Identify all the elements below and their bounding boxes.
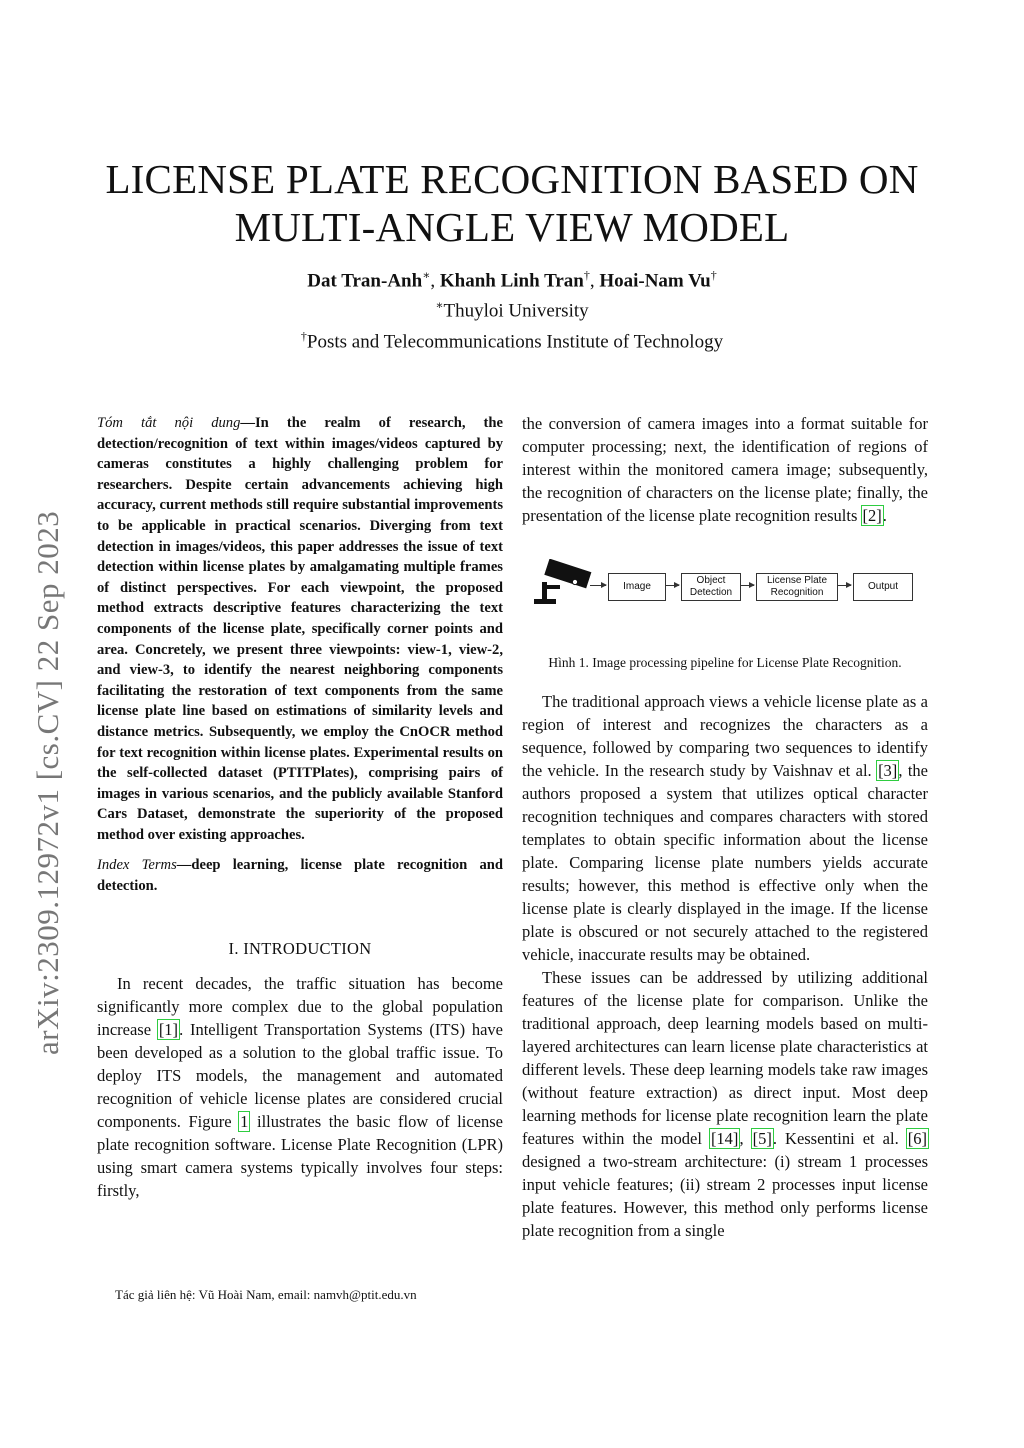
intro-paragraph: In recent decades, the traffic situation has become significantly more complex due to the global population increase [1]. Intelligent Transportation Systems (ITS) have been developed as a solution to the global traffic issue. To deploy ITS models, the management and automated recognition of vehicle license plates are considered crucial components. Figure 1 illustrates the basic flow of license plate recognition software. License Plate Recognition (LPR) using smart camera systems typically involves four steps: firstly, — [97, 973, 503, 1200]
camera-icon — [532, 559, 594, 611]
index-terms-label: Index Terms — [97, 857, 177, 874]
arrow — [740, 585, 754, 586]
author-1-mark: ∗ — [422, 268, 431, 282]
right-paragraph-2: The traditional approach views a vehicle license plate as a region of interest and recognizes the characters as a sequence, followed by comparing two sequences to identify the vehicle. In the research study by Vaishnav et al. [3], the authors proposed a system that utilizes optical character recognition techniques and compares characters with stored templates to obtain specific information about the license plate. Comparing license plate numbers yields accurate results; however, this method is effective only when the license plate is clearly displayed in the image. If the license plate is obscured or not securely attached to the registered vehicle, inaccurate results may be obtained. — [522, 692, 928, 964]
abstract-text: —In the realm of research, the detection/recognition of text within images/videos captured by cameras constitutes a highly challenging problem for researchers. Despite certain advancements achieving high accuracy, current methods still require substantial improvements to be applicable in practical scenarios. Diverging from text detection in images/videos, this paper addresses the issue of text detection within license plates by amalgamating multiple frames of distinct perspectives. For each viewpoint, the proposed method extracts descriptive features characterizing the text components of the license plate, specifically corner points and area. Concretely, we present three viewpoints: view-1, view-2, and view-3, to identify the nearest neighboring components facilitating the restoration of text components from the same license plate line based on estimations of similarity levels and distance metrics. Subsequently, we employ the CnOCR method for text recognition within license plates. Experimental results on the self-collected dataset (PTITPlates), comprising pairs of images in various scenarios, and the publicly available Stanford Cars Dataset, demonstrate the superiority of the proposed method over existing approaches. — [97, 415, 504, 843]
citation-link[interactable]: [6] — [907, 1129, 927, 1148]
citation-link[interactable]: [14] — [710, 1129, 739, 1148]
index-terms: Index Terms—deep learning, license plate recognition and detection. — [97, 857, 503, 895]
arrow — [665, 585, 679, 586]
author-2: Khanh Linh Tran — [439, 270, 584, 292]
section-heading-introduction: I. INTRODUCTION — [228, 938, 372, 958]
author-1: Dat Tran-Anh — [307, 270, 423, 292]
title-line-1: LICENSE PLATE RECOGNITION BASED ON — [105, 156, 919, 202]
left-column — [97, 413, 503, 1202]
right-paragraph-1: the conversion of camera images into a format suitable for computer processing; next, the identification of regions of interest within the monitored camera image; subsequently, the recognition of characters on the license plate; finally, the presentation of the license plate recognition results [2]. — [522, 414, 928, 525]
affiliation-1: ∗Thuyloi University — [435, 298, 589, 322]
citation-link[interactable]: [1] — [158, 1019, 179, 1039]
author-2-mark: † — [583, 268, 590, 282]
title-line-2: MULTI-ANGLE VIEW MODEL — [234, 204, 790, 250]
citation-link[interactable]: [2] — [862, 506, 882, 525]
figure-1 — [522, 551, 928, 643]
affiliation-2-mark: † — [300, 328, 307, 343]
abstract — [97, 413, 503, 845]
citation-link[interactable]: [3] — [878, 761, 898, 780]
figure-caption: Hình 1. Image processing pipeline for License Plate Recognition. — [548, 655, 902, 670]
figure-link[interactable]: 1 — [240, 1111, 249, 1131]
paper-title — [0, 155, 1024, 251]
author-block — [0, 263, 1024, 354]
abstract-label: Tóm tắt nội dung — [97, 415, 241, 431]
arxiv-stamp[interactable]: arXiv:2309.12972v1 [cs.CV] 22 Sep 2023 — [30, 510, 65, 1055]
pipeline-box-license-plate-recognition: License Plate Recognition — [756, 573, 838, 601]
author-3-mark: † — [710, 268, 717, 282]
author-3: Hoai-Nam Vu — [599, 270, 711, 292]
author-names: Dat Tran-Anh∗, Khanh Linh Tran†, Hoai-Nam Vu† — [307, 268, 717, 292]
right-paragraph-3: These issues can be addressed by utilizing additional features of the license plate for comparison. Unlike the traditional approach, deep learning models based on multi-layered architectures can learn license plate characteristics at different levels. These deep learning models take raw images (without feature extraction) as direct input. Most deep learning methods for license plate recognition learn the plate features within the model [14], [5]. Kessentini et al. [6] designed a two-stream architecture: (i) stream 1 processes input vehicle features; (ii) stream 2 processes input license plate features. However, this method only performs license plate recognition from a single — [522, 968, 928, 1240]
arrow — [837, 585, 851, 586]
affiliation-1-mark: ∗ — [435, 298, 444, 313]
pipeline-box-object-detection: Object Detection — [681, 573, 741, 601]
pipeline-box-image: Image — [608, 573, 666, 601]
arrow — [590, 585, 606, 586]
citation-link[interactable]: [5] — [752, 1129, 772, 1148]
affiliation-2: †Posts and Telecommunications Institute of Technology — [300, 328, 724, 352]
footnote: Tác giả liên hệ: Vũ Hoài Nam, email: namvh@ptit.edu.vn — [115, 1287, 417, 1302]
right-column — [522, 412, 928, 1242]
pipeline-box-output: Output — [853, 573, 913, 601]
